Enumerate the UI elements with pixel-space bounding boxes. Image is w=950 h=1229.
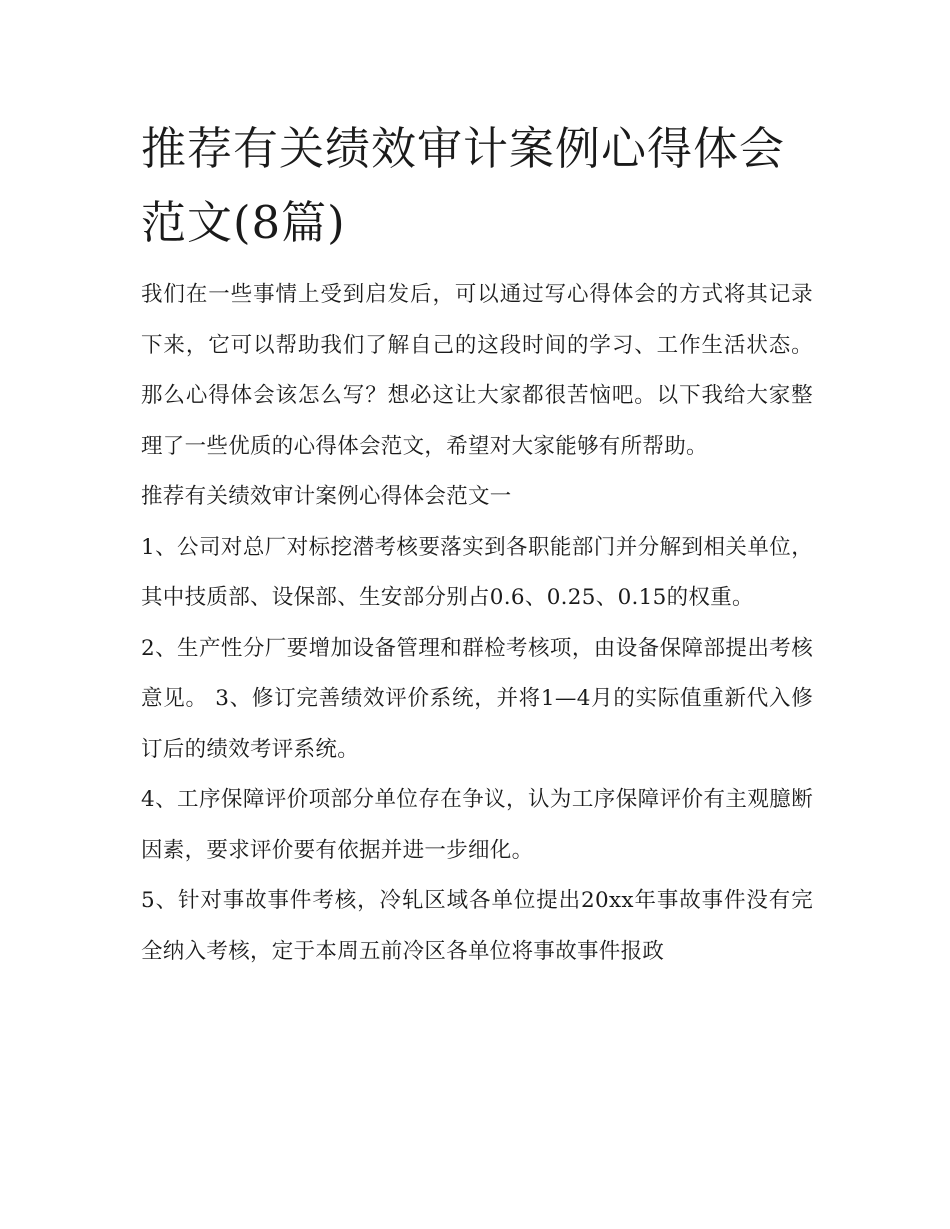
intro-paragraph: 我们在一些事情上受到启发后，可以通过写心得体会的方式将其记录下来，它可以帮助我们了解自己的这段时间的学习、工作生活状态。那么心得体会该怎么写？想必这让大家都很苦恼吧。以下我给大家整理了一些优质的心得体会范文，希望对大家能够有所帮助。 — [141, 282, 813, 459]
document-body — [141, 112, 813, 977]
list-item: 1、公司对总厂对标挖潜考核要落实到各职能部门并分解到相关单位，其中技质部、设保部、生安部分别占0.6、0.25、0.15的权重。 — [141, 534, 813, 610]
list-item: 5、针对事故事件考核，冷轧区域各单位提出20xx年事故事件没有完全纳入考核，定于本周五前冷区各单位将事故事件报政 — [141, 888, 813, 964]
list-item: 2、生产性分厂要增加设备管理和群检考核项，由设备保障部提出考核意见。 3、修订完善绩效评价系统，并将1—4月的实际值重新代入修订后的绩效考评系统。 — [141, 635, 813, 762]
section-heading: 推荐有关绩效审计案例心得体会范文一 — [141, 484, 512, 509]
document-title: 推荐有关绩效审计案例心得体会范文(8篇) — [141, 122, 786, 249]
list-item: 4、工序保障评价项部分单位存在争议，认为工序保障评价有主观臆断因素，要求评价要有依据并进一步细化。 — [141, 787, 813, 863]
